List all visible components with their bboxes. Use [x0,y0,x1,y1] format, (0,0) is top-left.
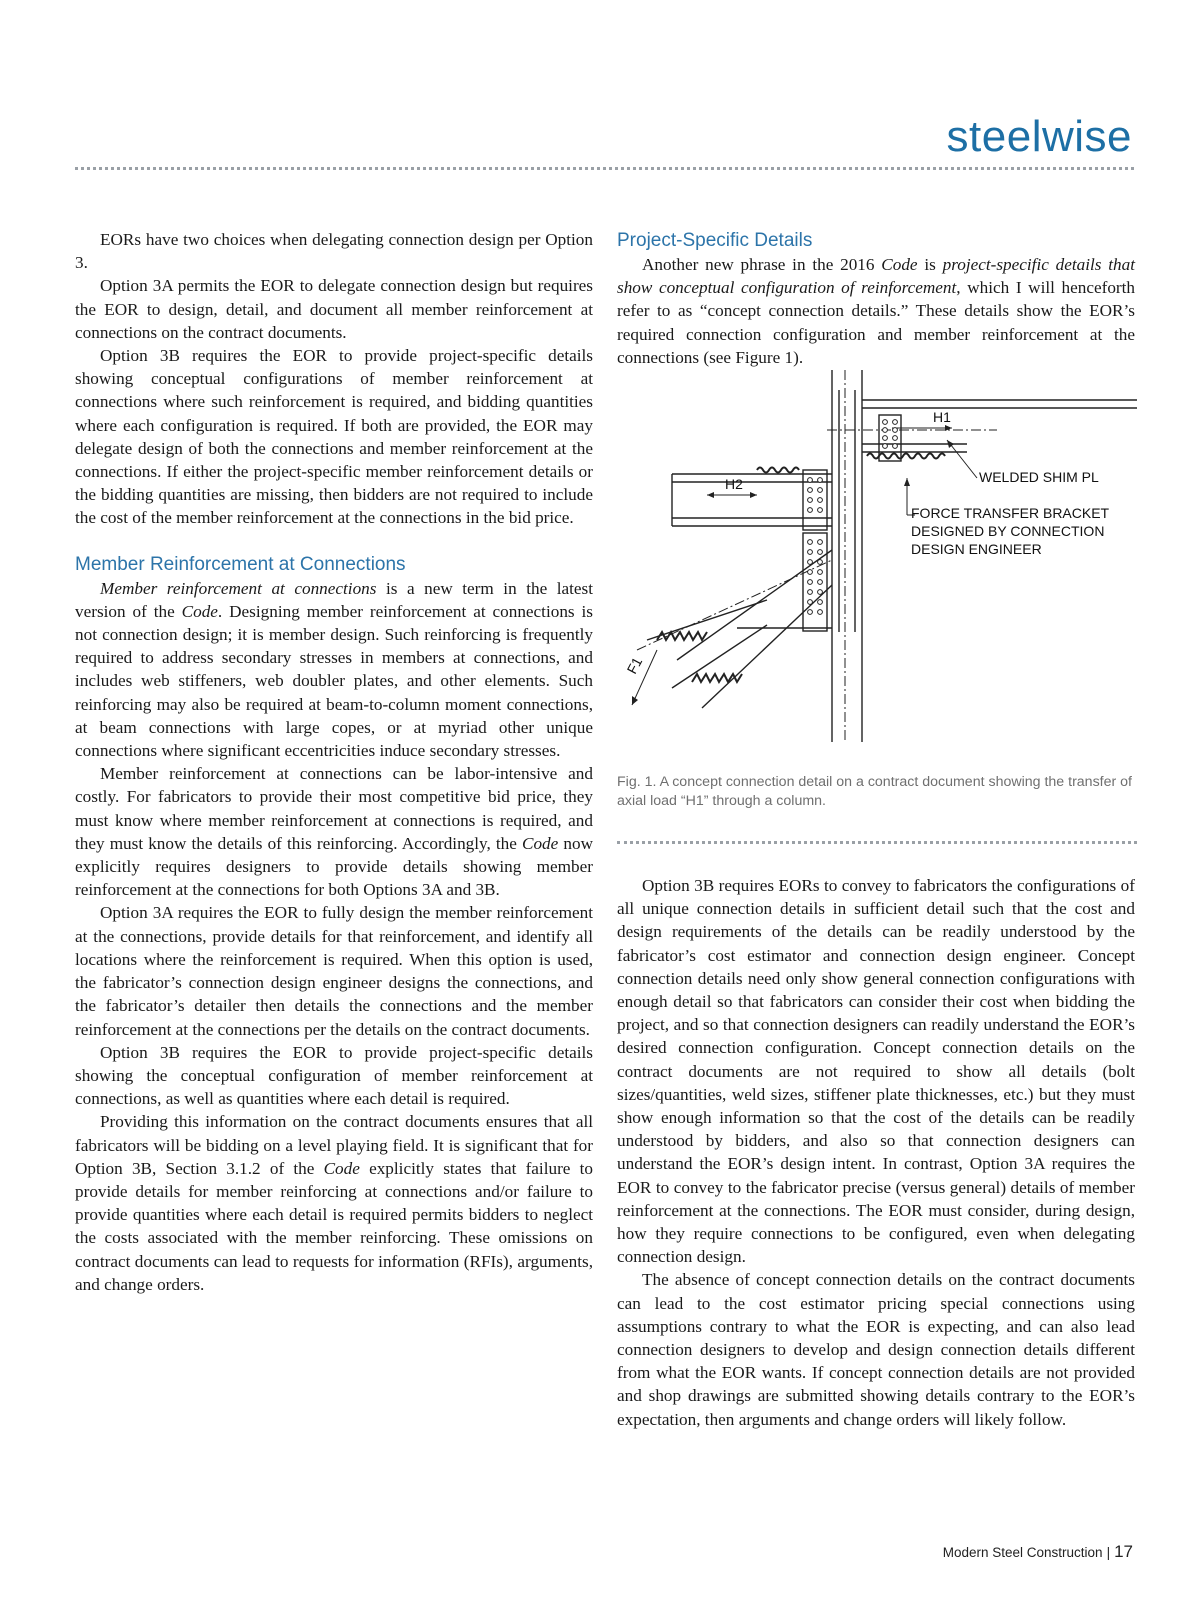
bolt [808,590,813,595]
phrase-italic: project-specific details that show conceptual configuration of reinforcement [617,255,1135,298]
bolt [818,610,823,615]
bolt [818,498,823,503]
bolt [808,560,813,565]
label-welded-shim: WELDED SHIM PL [979,469,1099,485]
footer-separator: | [1106,1545,1111,1560]
member-reinforcement-paragraph-2 [75,762,593,901]
code-italic: Code [181,601,218,621]
bolt [883,420,888,425]
code-italic: Code [323,1158,360,1178]
bolt [818,540,823,545]
bolt [808,610,813,615]
bolt [818,508,823,513]
right-column-top [617,228,1135,369]
text-span: explicitly states that failure to provide details for member reinforcing at connections and/or failure to provide quantities where each detail is required permits bidders to neglect the costs associated with the member reinforcing. These omissions on contract documents can lead to requests for information (RFIs), arguments, and change orders. [75,1158,594,1294]
label-bracket-line-3: DESIGN ENGINEER [911,541,1042,557]
page-footer [943,1542,1133,1562]
brace-weld-symbol [692,674,742,682]
brace-line [672,625,767,688]
bolt [818,478,823,483]
bolt [808,580,813,585]
left-beam-clip [803,470,827,530]
brace-line [647,600,767,640]
brace-weld-symbol [657,632,707,640]
bolt [893,444,898,449]
header-dotted-rule [75,167,1134,170]
intro-paragraph-3: Option 3B requires the EOR to provide project-specific details showing conceptual configurations of member reinforcement at connections where such reinforcement is required, and bidding quantities where each configuration is required. If both are provided, the EOR may delegate design of both the connections and member reinforcement at the connections. If either the project-specific member reinforcement details or the bidding quantities are missing, then bidders are not required to include the cost of the member reinforcement at the connections in the bid price. [75,346,593,528]
member-reinforcement-paragraph-5 [75,1110,593,1296]
left-column [75,228,593,1296]
project-specific-paragraph-1 [617,253,1135,369]
project-specific-paragraph-2: Option 3B requires EORs to convey to fabricators the configurations of all unique connection details in sufficient detail such that the cost and design requirements of the details can be readily understood by the fabricator’s cost estimator and connection design engineer. Concept connection details need only show general connection configurations with enough detail so that fabricators can consider their cost when bidding the project, and so that connection designers can readily understand the EOR’s desired connection configuration. Concept connection details on the contract documents are not required to show all details (bolt sizes/quantities, weld sizes, stiffener plate thicknesses, etc.) but they must show enough information so that the cost of the details can be readily understood by bidders, and also so that connection designers can understand the EOR’s design intent. In contrast, Option 3A requires the EOR to convey to the fabricator precise (versus general) details of member reinforcement at the connections. The EOR must consider, during design, how they require connections to be configured, even when delegating connection design. [617,876,1135,1267]
bolt [818,570,823,575]
text-span: is a new term in the latest version of the [75,578,593,621]
bolt [883,444,888,449]
bolt [893,428,898,433]
code-italic: Code [522,833,559,853]
label-f1: F1 [623,654,646,677]
weld-symbol [757,468,799,473]
bolt [808,570,813,575]
bolt [818,560,823,565]
member-reinforcement-paragraph-1 [75,577,593,763]
figure-dotted-rule [617,841,1137,844]
figure-caption: Fig. 1. A concept connection detail on a contract document showing the transfer of axial load “H1” through a column. [617,774,1133,809]
project-specific-paragraph-3: The absence of concept connection details on the contract documents can lead to the cost estimator pricing special connections using assumptions contrary to what the EOR is expecting, and can also lead connection designers to develop and design connection details different from what the EOR wants. If concept connection details are not provided and shop drawings are submitted showing details contrary to the EOR’s expectation, then arguments and change orders will likely follow. [617,1270,1135,1429]
label-bracket-line-2: DESIGNED BY CONNECTION [911,523,1105,539]
bolt [818,550,823,555]
bolt [808,508,813,513]
label-h2: H2 [725,476,743,492]
bolt [893,436,898,441]
bolt [818,600,823,605]
member-reinforcement-paragraph-3: Option 3A requires the EOR to fully design the member reinforcement at the connections, provide details for that reinforcement, and identify all locations where the reinforcement is required. When this option is used, the fabricator’s connection design engineer designs the connections, and the fabricator’s detailer then details the connections and the member reinforcement at the connections per the details on the contract documents. [75,903,593,1039]
arrow-icon [750,492,757,498]
text-span: now explicitly requires designers to provide details showing member reinforcement at the connections for both Options 3A and 3B. [75,833,593,900]
bolt [883,436,888,441]
arrow-icon [707,492,714,498]
bolt [818,590,823,595]
intro-paragraph-2: Option 3A permits the EOR to delegate connection design but requires the EOR to design, detail, and document all member reinforcement at connections on the contract documents. [75,276,593,342]
right-column-bottom [617,874,1135,1431]
brace-gusset-clip [803,533,827,631]
arrow-icon [904,478,910,486]
section-heading-member-reinforcement: Member Reinforcement at Connections [75,553,406,575]
publication-name: Modern Steel Construction [942,1545,1103,1560]
text-span: Member reinforcement at connections can be labor-intensive and costly. For fabricators to provide their most competitive bid price, they must know where member reinforcement at connections is required, and they must know the details of this reinforcing. Accordingly, the [75,764,593,853]
concept-connection-figure [617,370,1137,742]
text-span: Another new phrase in the 2016 [642,255,882,274]
bolt [808,600,813,605]
section-brand: steelwise [946,112,1132,161]
bolt [893,420,898,425]
label-bracket-line-1: FORCE TRANSFER BRACKET [911,505,1110,521]
bolt [808,540,813,545]
section-heading-project-specific: Project-Specific Details [617,230,813,251]
member-reinforcement-paragraph-4: Option 3B requires the EOR to provide project-specific details showing the conceptual configuration of member reinforcement at connections, as well as quantities where each detail is required. [75,1042,593,1109]
code-italic: Code [881,255,918,274]
bolt [808,488,813,493]
brace-line [677,550,832,660]
intro-paragraph-1: EORs have two choices when delegating connection design per Option 3. [75,230,593,273]
bolt [808,550,813,555]
text-span: . Designing member reinforcement at connections is not connection design; it is member design. Such reinforcing is frequently required to address secondary stresses in members at connections, and includes web stiffeners, web doubler plates, and other elements. Such reinforcing may also be required at beam-to-column moment connections, at beam connections with large copes, or at myriad other unique connections where significant eccentricities induce secondary stresses. [75,601,593,761]
label-h1: H1 [933,409,951,425]
bolt [808,498,813,503]
term-member-reinforcement: Member reinforcement at connections [100,578,377,598]
text-span: Providing this information on the contract documents ensures that all fabricators will be bidding on a level playing field. It is significant that for Option 3B, Section 3.1.2 of the [75,1112,593,1178]
bolt [808,478,813,483]
text-span: , which I will henceforth refer to as “concept connection details.” These details show the EOR’s required connection configuration and member reinforcement at the connections (see Figure 1). [617,278,1136,367]
bolt [818,488,823,493]
bolt [883,428,888,433]
bolt [818,580,823,585]
page-number: 17 [1114,1542,1133,1561]
text-span: is [917,255,943,274]
